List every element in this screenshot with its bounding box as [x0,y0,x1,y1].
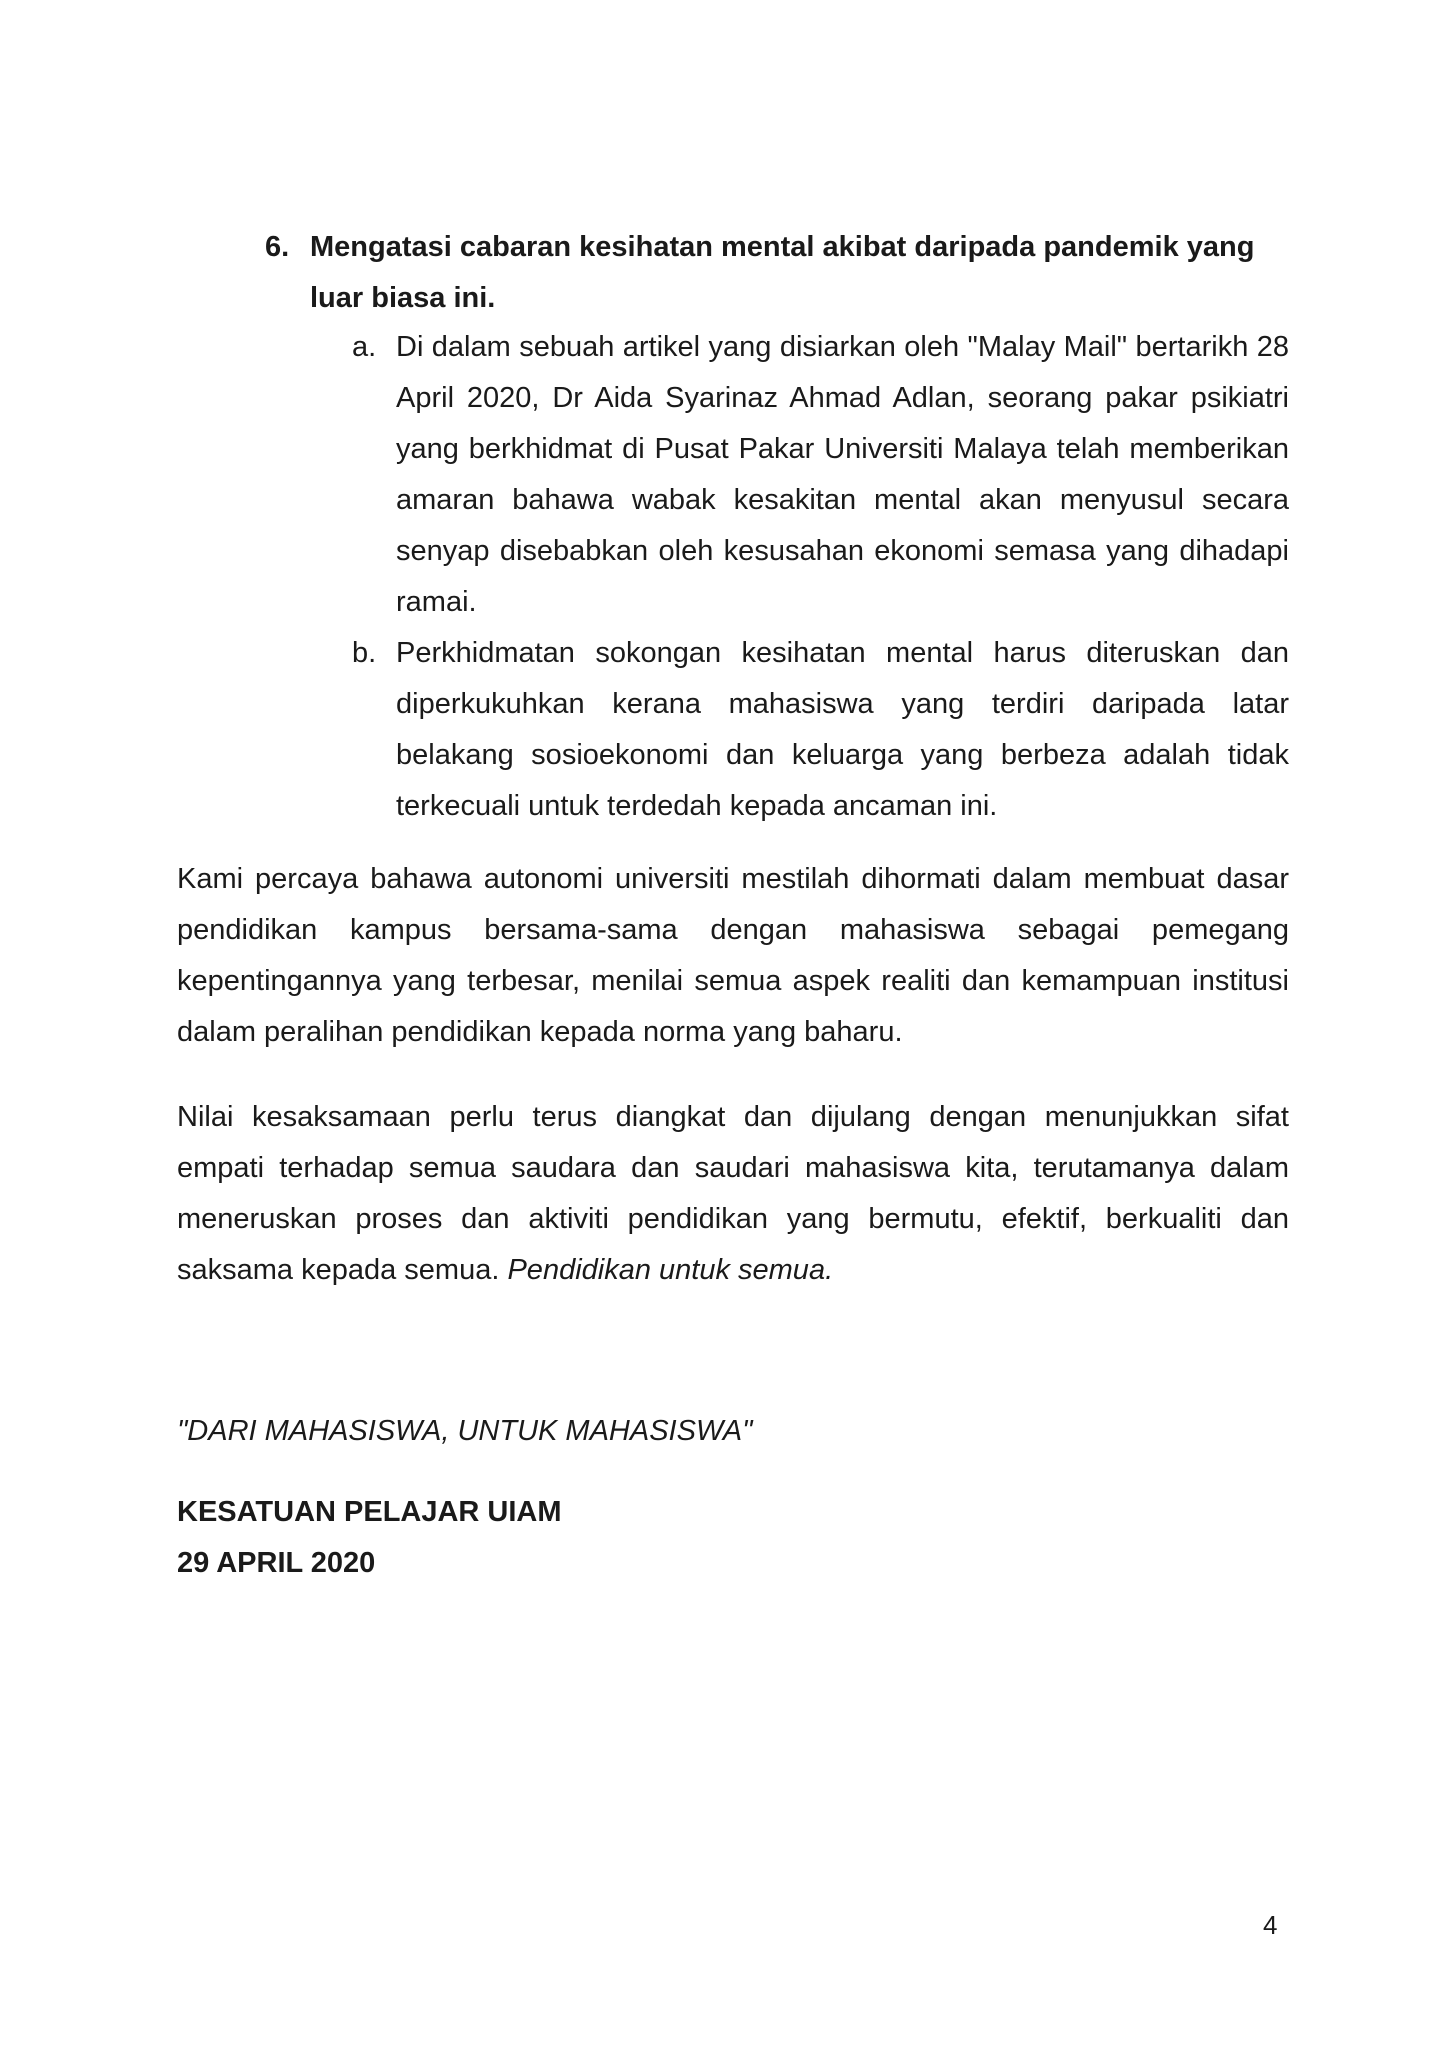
paragraph-equality-italic: Pendidikan untuk semua. [507,1254,834,1286]
list-item [352,322,1289,628]
list-item [352,628,1289,832]
paragraph-autonomy: Kami percaya bahawa autonomi universiti mestilah dihormati dalam membuat dasar pendidikan kampus bersama-sama dengan mahasiswa sebagai pemegang kepentingannya yang terbesar, menilai semua aspek realiti dan kemampuan institusi dalam peralihan pendidikan kepada norma yang baharu. [177,863,1289,1048]
section-number: 6. [265,231,290,263]
list-item-text: Perkhidmatan sokongan kesihatan mental harus diteruskan dan diperkukuhkan kerana mahasiswa yang terdiri daripada latar belakang sosioekonomi dan keluarga yang berbeza adalah tidak terkecuali untuk terdedah kepada ancaman ini. [396,637,1289,822]
list-marker: a. [352,331,377,363]
list-item-text: Di dalam sebuah artikel yang disiarkan oleh "Malay Mail" bertarikh 28 April 2020, Dr Aida Syarinaz Ahmad Adlan, seorang pakar psikiatri yang berkhidmat di Pusat Pakar Universiti Malaya telah memberikan amaran bahawa wabak kesakitan mental akan menyusul secara senyap disebabkan oleh kesusahan ekonomi semasa yang dihadapi ramai. [396,331,1289,618]
sub-item-list [352,322,1289,832]
organization-name: KESATUAN PELAJAR UIAM [177,1496,562,1528]
section-title: Mengatasi cabaran kesihatan mental akibat daripada pandemik yang luar biasa ini. [310,231,1255,314]
page-number: 4 [1263,1910,1278,1940]
slogan: "DARI MAHASISWA, UNTUK MAHASISWA" [177,1415,753,1447]
document-date: 29 APRIL 2020 [177,1547,376,1579]
section-heading [265,222,1289,324]
paragraph-equality-text: Nilai kesaksamaan perlu terus diangkat dan dijulang dengan menunjukkan sifat empati terhadap semua saudara dan saudari mahasiswa kita, terutamanya dalam meneruskan proses dan aktiviti pendidikan yang bermutu, efektif, berkualiti dan saksama kepada semua. [177,1101,1289,1286]
paragraph-equality [177,1092,1289,1296]
list-marker: b. [352,637,377,669]
